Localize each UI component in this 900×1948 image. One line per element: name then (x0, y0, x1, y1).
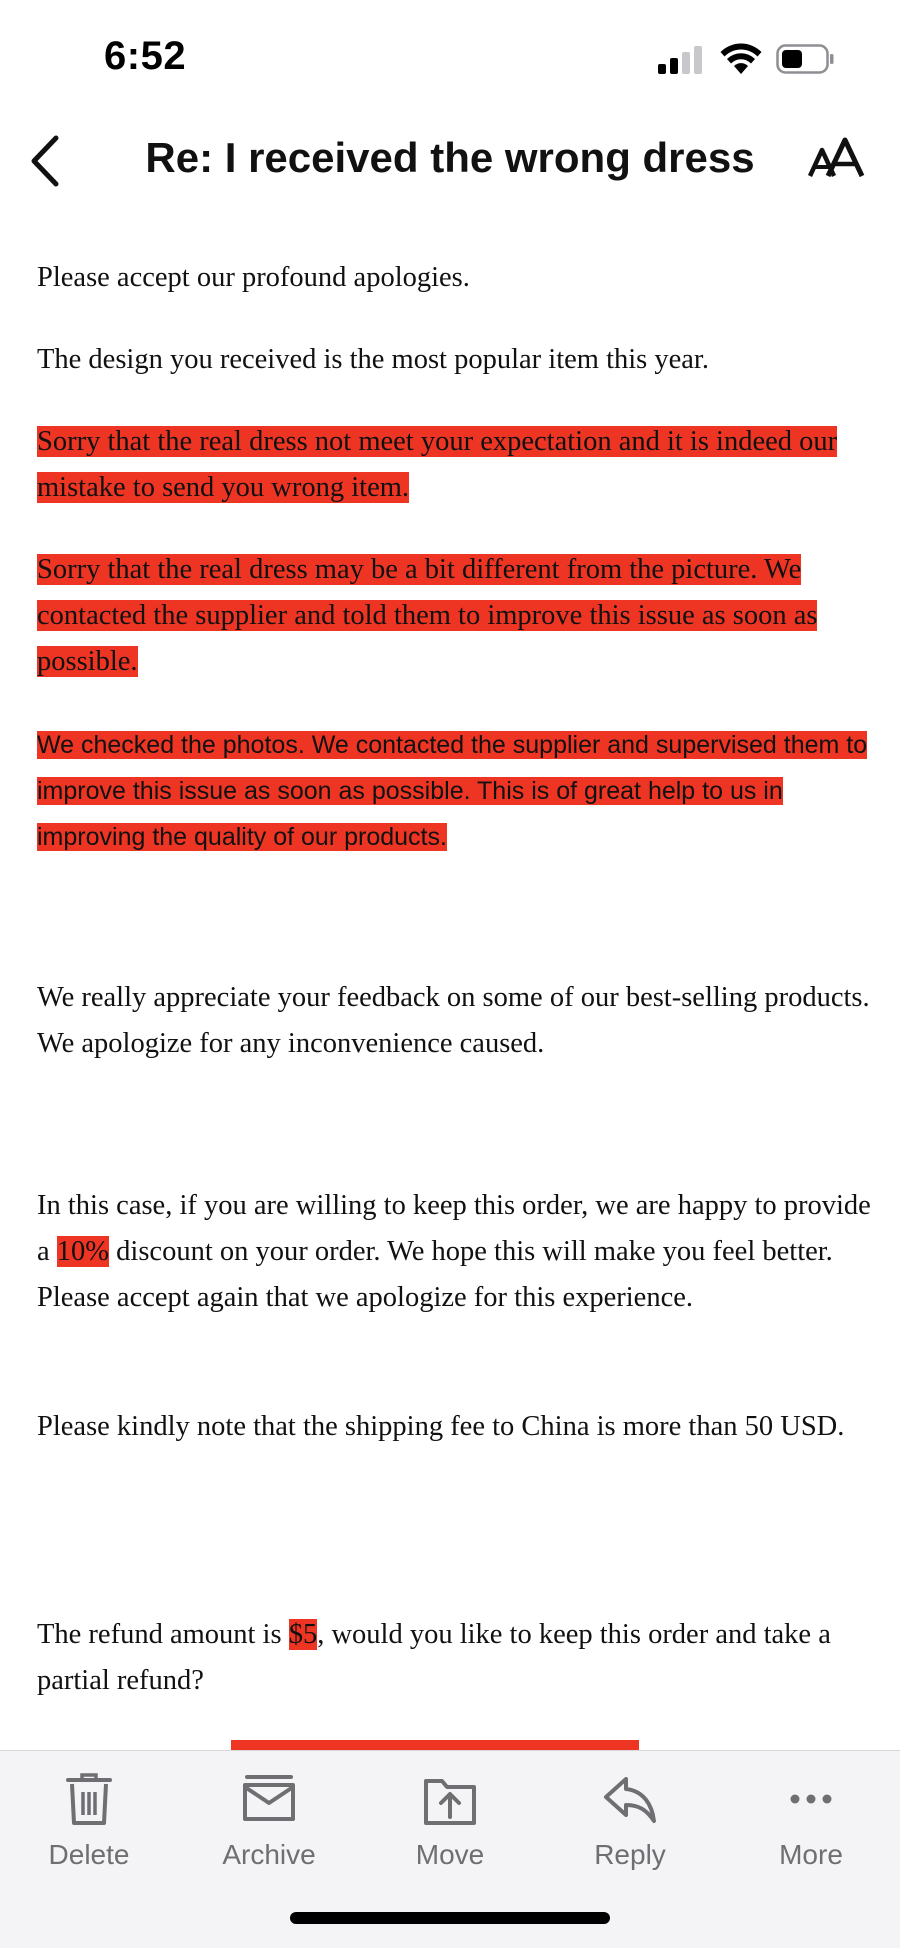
more-label: More (779, 1839, 843, 1870)
refund-amount-highlight: $5 (288, 1619, 318, 1650)
chevron-left-icon (24, 128, 72, 194)
body-text: In this case, if you are willing to keep this order, we are happy to provide a (37, 1190, 871, 1267)
cellular-signal-icon (658, 46, 704, 74)
move-to-folder-icon (422, 1771, 478, 1827)
archive-icon (241, 1771, 297, 1827)
delete-label: Delete (48, 1839, 130, 1870)
body-text: discount on your order. We hope this will make you feel better. Please accept again that we apologize for this experience. (37, 1236, 833, 1313)
archive-label: Archive (222, 1839, 316, 1870)
body-paragraph-discount (37, 1183, 872, 1321)
highlighted-text: Sorry that the real dress may be a bit different from the picture. We contacted the supplier and told them to improve this issue as soon as possible. (37, 554, 818, 677)
reply-label: Reply (594, 1839, 666, 1870)
body-paragraph: Please accept our profound apologies. (37, 262, 470, 293)
email-subject-title: Re: I received the wrong dress (145, 134, 755, 181)
body-text: The refund amount is (37, 1619, 289, 1650)
reply-button[interactable] (555, 1771, 705, 1871)
discount-highlight: 10% (56, 1236, 110, 1267)
body-paragraph: We really appreciate your feedback on some of our best-selling products. We apologize for any inconvenience caused. (37, 982, 870, 1059)
more-dots-icon (783, 1771, 839, 1827)
body-paragraph-highlighted (37, 722, 872, 860)
highlight-bar (231, 1740, 639, 1750)
move-button[interactable] (375, 1771, 525, 1871)
move-label: Move (415, 1839, 485, 1870)
archive-button[interactable] (194, 1771, 344, 1871)
back-button[interactable] (24, 128, 72, 194)
home-indicator[interactable] (290, 1912, 610, 1924)
status-time: 6:52 (104, 34, 187, 78)
body-paragraph-highlighted (37, 419, 872, 511)
body-paragraph-highlighted (37, 547, 872, 685)
more-button[interactable] (736, 1771, 886, 1871)
wifi-icon (720, 42, 762, 76)
nav-bar (0, 110, 900, 220)
highlighted-text: We checked the photos. We contacted the supplier and supervised them to improve this issue as soon as possible. This is of great help to us in improving the quality of our products. (37, 731, 868, 851)
body-paragraph: Please kindly note that the shipping fee to China is more than 50 USD. (37, 1411, 845, 1442)
body-paragraph: The design you received is the most popular item this year. (37, 344, 709, 375)
body-text: , would you like to keep this order and take a partial refund? (37, 1619, 831, 1696)
battery-icon (776, 44, 834, 74)
body-paragraph-refund (37, 1612, 872, 1704)
text-size-button[interactable] (806, 136, 866, 186)
delete-button[interactable] (14, 1771, 164, 1871)
trash-icon (64, 1771, 114, 1827)
text-size-icon (806, 136, 866, 186)
status-bar (0, 0, 900, 110)
reply-icon (602, 1771, 658, 1827)
highlighted-text: Sorry that the real dress not meet your expectation and it is indeed our mistake to send you wrong item. (37, 426, 838, 503)
